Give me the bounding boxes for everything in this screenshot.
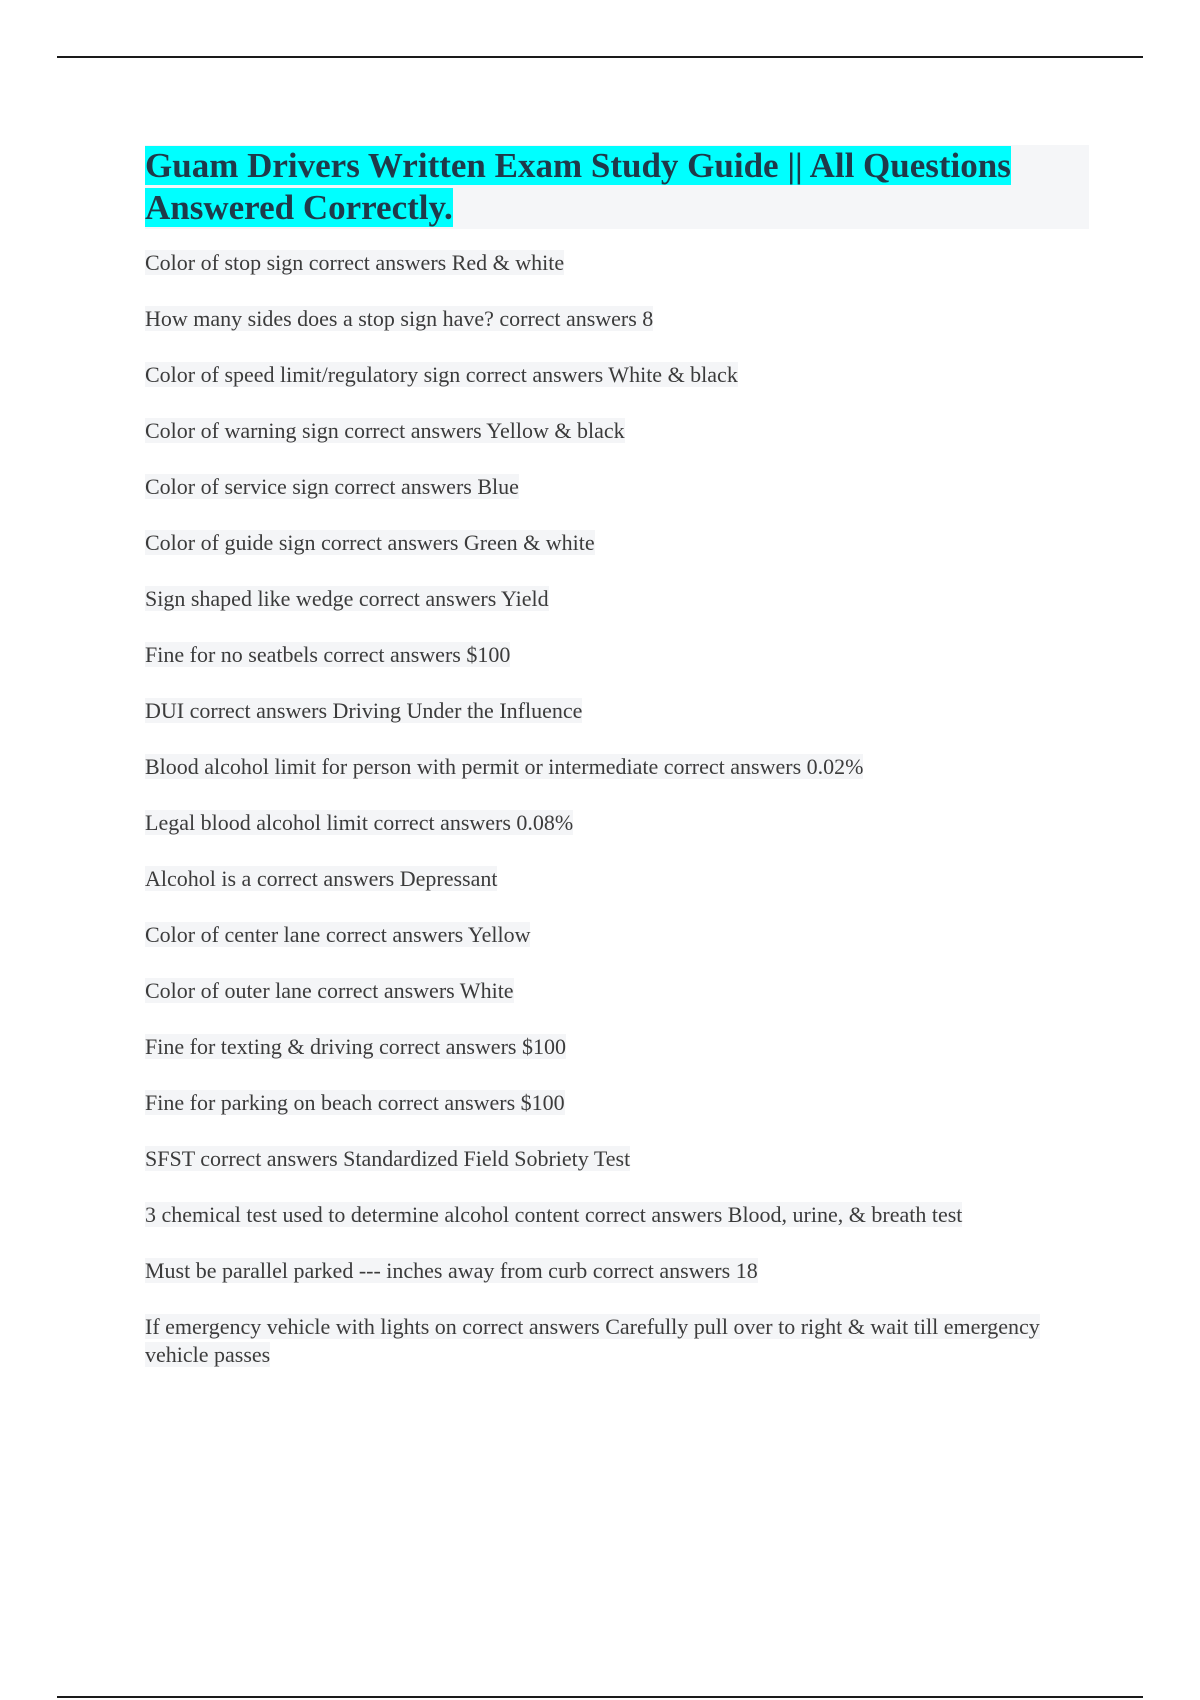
qa-text: Color of outer lane correct answers White: [145, 978, 514, 1003]
qa-text: 3 chemical test used to determine alcohol content correct answers Blood, urine, & breath test: [145, 1202, 963, 1227]
qa-item-8: [145, 641, 1089, 697]
qa-item-9: [145, 697, 1089, 753]
qa-text: If emergency vehicle with lights on correct answers Carefully pull over to right & wait till emergency vehicle passes: [145, 1314, 1040, 1367]
qa-text: Legal blood alcohol limit correct answers 0.08%: [145, 810, 574, 835]
qa-item-19: [145, 1257, 1089, 1313]
qa-text: Must be parallel parked --- inches away from curb correct answers 18: [145, 1258, 758, 1283]
qa-item-13: [145, 921, 1089, 977]
qa-list: [145, 249, 1089, 1369]
qa-item-6: [145, 529, 1089, 585]
qa-item-10: [145, 753, 1089, 809]
qa-text: Color of stop sign correct answers Red & white: [145, 250, 565, 275]
qa-text: Alcohol is a correct answers Depressant: [145, 866, 498, 891]
title-block: [145, 145, 1089, 229]
qa-item-2: [145, 305, 1089, 361]
qa-text: Color of center lane correct answers Yellow: [145, 922, 531, 947]
document-title-text: Guam Drivers Written Exam Study Guide || All Questions Answered Correctly.: [145, 146, 1011, 227]
qa-item-5: [145, 473, 1089, 529]
qa-text: Color of speed limit/regulatory sign correct answers White & black: [145, 362, 738, 387]
qa-text: Color of warning sign correct answers Yellow & black: [145, 418, 625, 443]
qa-item-18: [145, 1201, 1089, 1257]
qa-text: Fine for parking on beach correct answers $100: [145, 1090, 565, 1115]
qa-item-11: [145, 809, 1089, 865]
qa-item-7: [145, 585, 1089, 641]
qa-item-3: [145, 361, 1089, 417]
top-rule: [57, 56, 1143, 58]
qa-item-12: [145, 865, 1089, 921]
qa-item-1: [145, 249, 1089, 305]
document-body: [145, 145, 1089, 1369]
qa-text: Color of guide sign correct answers Green & white: [145, 530, 595, 555]
qa-item-16: [145, 1089, 1089, 1145]
qa-text: Fine for no seatbels correct answers $100: [145, 642, 511, 667]
qa-item-15: [145, 1033, 1089, 1089]
qa-item-20: [145, 1313, 1045, 1369]
qa-text: How many sides does a stop sign have? correct answers 8: [145, 306, 654, 331]
qa-text: Fine for texting & driving correct answers $100: [145, 1034, 566, 1059]
qa-text: Sign shaped like wedge correct answers Yield: [145, 586, 549, 611]
qa-text: Blood alcohol limit for person with permit or intermediate correct answers 0.02%: [145, 754, 864, 779]
qa-text: SFST correct answers Standardized Field Sobriety Test: [145, 1146, 631, 1171]
qa-item-4: [145, 417, 1089, 473]
qa-item-14: [145, 977, 1089, 1033]
qa-text: Color of service sign correct answers Blue: [145, 474, 519, 499]
bottom-rule: [57, 1696, 1143, 1698]
qa-text: DUI correct answers Driving Under the Influence: [145, 698, 583, 723]
document-title: [145, 145, 1047, 229]
qa-item-17: [145, 1145, 1089, 1201]
